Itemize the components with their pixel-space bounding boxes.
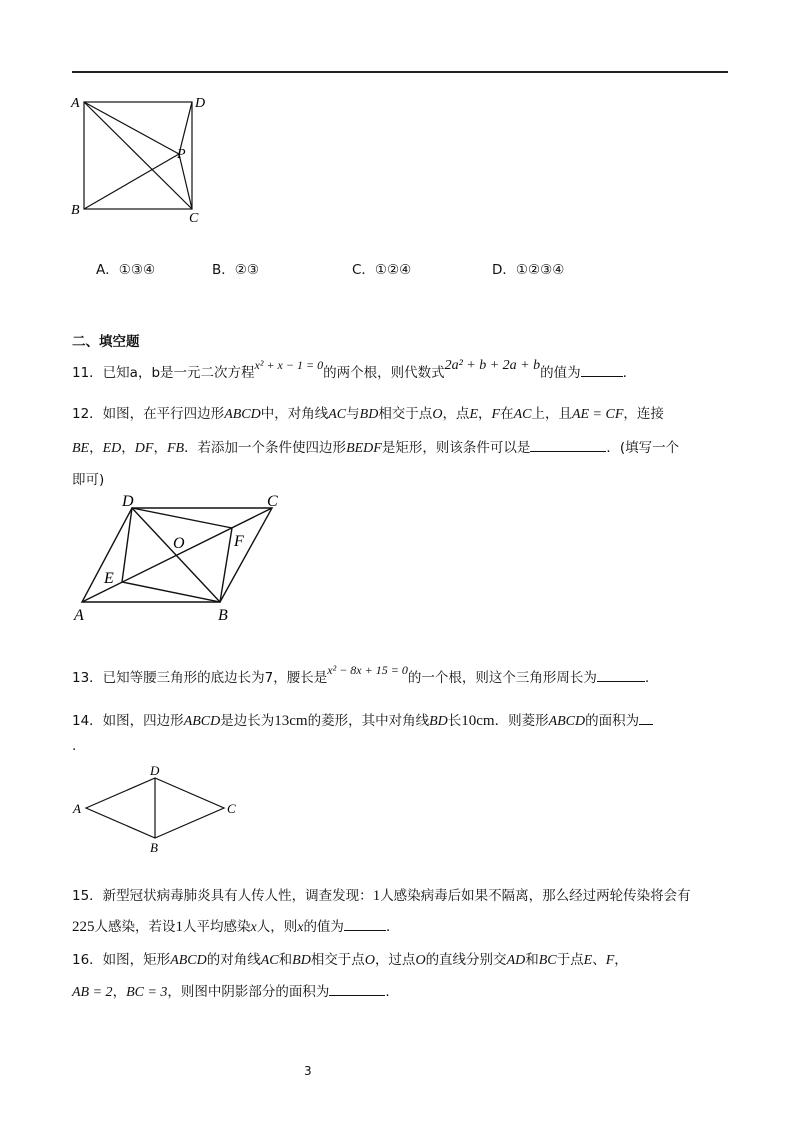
q12-line-3: 即可): [72, 472, 105, 488]
q12-text: ，: [153, 440, 167, 456]
q12-text: 相交于点: [378, 406, 433, 422]
q16-text: 16．如图，矩形: [72, 952, 171, 968]
q15-line-2: [72, 915, 399, 936]
q12-text: ，连接: [623, 406, 664, 422]
q16-text: 的对角线: [206, 952, 261, 968]
q13-text: 的一个根，则这个三角形周长为: [407, 670, 597, 686]
q15-text: 人，则: [256, 919, 298, 935]
q16-answer-blank[interactable]: [329, 983, 385, 996]
q16-math: ABCD: [170, 953, 207, 968]
q10-label-C: C: [189, 211, 199, 224]
q14-math: BD: [429, 714, 448, 729]
q14-label-A: A: [73, 801, 81, 816]
q16-math: AD: [506, 953, 526, 968]
q12-label-A: A: [74, 607, 84, 624]
q11-text1: 11．已知a，b是一元二次方程: [72, 365, 255, 381]
q14-label-C: C: [227, 801, 236, 816]
q16-math: F: [605, 953, 615, 968]
q14-end: .: [72, 738, 77, 754]
q14-text: 14．如图，四边形: [72, 713, 184, 729]
q16-math: BC: [538, 953, 557, 968]
q13-end: .: [644, 670, 650, 686]
q12-text: 在: [500, 406, 514, 422]
q11-expression: 2a² + b + 2a + b: [444, 358, 541, 373]
q14-line: [72, 709, 653, 730]
q12-label-D: D: [122, 493, 134, 510]
q12-math: AC: [328, 407, 347, 422]
q12-math: ABCD: [224, 407, 261, 422]
q12-text: ，: [478, 406, 492, 422]
q16-text: ，: [112, 984, 127, 1000]
q16-math: BD: [292, 953, 311, 968]
q12-label-E: E: [104, 570, 114, 587]
q15-text: 15．新型冠状病毒肺炎具有人传人性，调查发现：: [72, 888, 373, 904]
q14-label-B: B: [150, 840, 158, 855]
q13-answer-blank[interactable]: [597, 669, 645, 682]
q10-option-c[interactable]: C．①②④: [352, 262, 412, 278]
q12-label-C: C: [267, 493, 278, 510]
q16-math: AC: [260, 953, 279, 968]
q12-text: ．若添加一个条件使四边形: [184, 440, 347, 456]
q10-label-A: A: [71, 96, 80, 111]
q15-text: 人感染，若设: [94, 919, 176, 935]
header-rule: [72, 71, 728, 73]
q12-math: BD: [359, 407, 379, 422]
q14-text: 的面积为: [585, 713, 640, 729]
q16-math: O: [364, 953, 375, 968]
q11-text3: 的值为: [540, 365, 581, 381]
q14-text: 是边长为: [220, 713, 275, 729]
q16-text: 和: [525, 952, 539, 968]
q12-answer-blank[interactable]: [530, 439, 606, 452]
q10-option-d[interactable]: D．①②③④: [492, 262, 565, 278]
q14-text: ．则菱形: [494, 713, 549, 729]
q12-text: 12．如图，在平行四边形: [72, 406, 225, 422]
q11-line: [72, 358, 627, 382]
q10-label-D: D: [195, 96, 206, 111]
q16-text: 的直线分别交: [425, 952, 507, 968]
q12-math: F: [491, 407, 501, 422]
q13-text: 13．已知等腰三角形的底边长为7，腰长是: [72, 670, 328, 686]
q10-figure: [64, 92, 214, 224]
q15-math: x: [297, 920, 304, 935]
q15-text: 人平均感染: [183, 919, 251, 935]
q15-end: ．: [385, 919, 400, 935]
q15-text: 的值为: [303, 919, 344, 935]
q10-option-a[interactable]: A．①③④: [96, 262, 156, 278]
q14-figure: [66, 764, 246, 856]
q12-math: ED: [102, 441, 122, 456]
q15-answer-blank[interactable]: [344, 918, 386, 931]
q12-text: 中，对角线: [260, 406, 329, 422]
q16-math: E: [583, 953, 593, 968]
q12-math: O: [432, 407, 443, 422]
q12-label-O: O: [173, 535, 185, 552]
q16-end: .: [385, 984, 390, 1000]
q12-label-B: B: [218, 607, 228, 624]
q15-line-1: [72, 884, 691, 905]
q13-line: [72, 663, 650, 686]
q16-line-1: [72, 948, 628, 969]
q14-text: 长: [447, 713, 462, 729]
q12-text: 是矩形，则该条件可以是: [381, 440, 531, 456]
q16-text: ，则图中阴影部分的面积为: [167, 984, 330, 1000]
q12-figure: [66, 490, 296, 626]
q15-text: 人感染病毒后如果不隔离，那么经过两轮传染将会有: [380, 888, 691, 904]
q16-text: 和: [278, 952, 293, 968]
q16-text: ，过点: [374, 952, 416, 968]
q14-text: 的菱形，其中对角线: [307, 713, 430, 729]
q11-answer-blank[interactable]: [581, 364, 623, 377]
q12-line-2: [72, 436, 679, 457]
q16-math: AB = 2: [72, 985, 113, 1000]
q14-math: ABCD: [548, 714, 586, 729]
q15-math: 1: [175, 919, 183, 935]
q10-label-B: B: [71, 203, 80, 218]
q12-text: ，点: [442, 406, 470, 422]
q16-line-2: [72, 980, 390, 1001]
q12-text: 与: [346, 406, 360, 422]
q12-math: FB: [166, 441, 185, 456]
q12-label-F: F: [234, 533, 244, 550]
q11-end: .: [622, 365, 627, 381]
section-title: 二、填空题: [72, 334, 140, 350]
q12-math: AE = CF: [571, 407, 624, 422]
q11-text2: 的两个根，则代数式: [323, 365, 445, 381]
q15-math: x: [250, 920, 257, 935]
q12-text: ，: [121, 440, 135, 456]
q12-math: AC: [513, 407, 532, 422]
q13-equation: x² − 8x + 15 = 0: [327, 663, 408, 677]
q16-math: BC = 3: [126, 985, 168, 1000]
q10-label-P: P: [177, 147, 186, 162]
q11-equation: x² + x − 1 = 0: [254, 358, 324, 372]
q16-text: 相交于点: [310, 952, 365, 968]
q15-math: 1: [372, 888, 381, 904]
q16-text: 于点: [556, 952, 584, 968]
q12-text: ，: [89, 440, 103, 456]
q14-math: 13cm: [274, 713, 308, 729]
q12-math: BEDF: [346, 441, 382, 456]
q12-math: E: [469, 407, 478, 422]
q12-text: 上，且: [531, 406, 572, 422]
page-number: 3: [304, 1064, 312, 1078]
q14-math: ABCD: [183, 714, 221, 729]
q15-math: 225: [72, 919, 95, 935]
q14-answer-blank[interactable]: [639, 712, 653, 725]
q12-math: BE: [72, 441, 90, 456]
q10-option-b[interactable]: B．②③: [212, 262, 259, 278]
q16-text: ，: [614, 952, 628, 968]
q12-text: ．(填写一个: [606, 440, 680, 456]
q16-math: O: [415, 953, 426, 968]
q14-label-D: D: [150, 764, 160, 778]
q14-math: 10cm: [461, 713, 495, 729]
q16-text: 、: [592, 952, 606, 968]
q12-math: DF: [134, 441, 154, 456]
q12-line-1: [72, 402, 664, 423]
